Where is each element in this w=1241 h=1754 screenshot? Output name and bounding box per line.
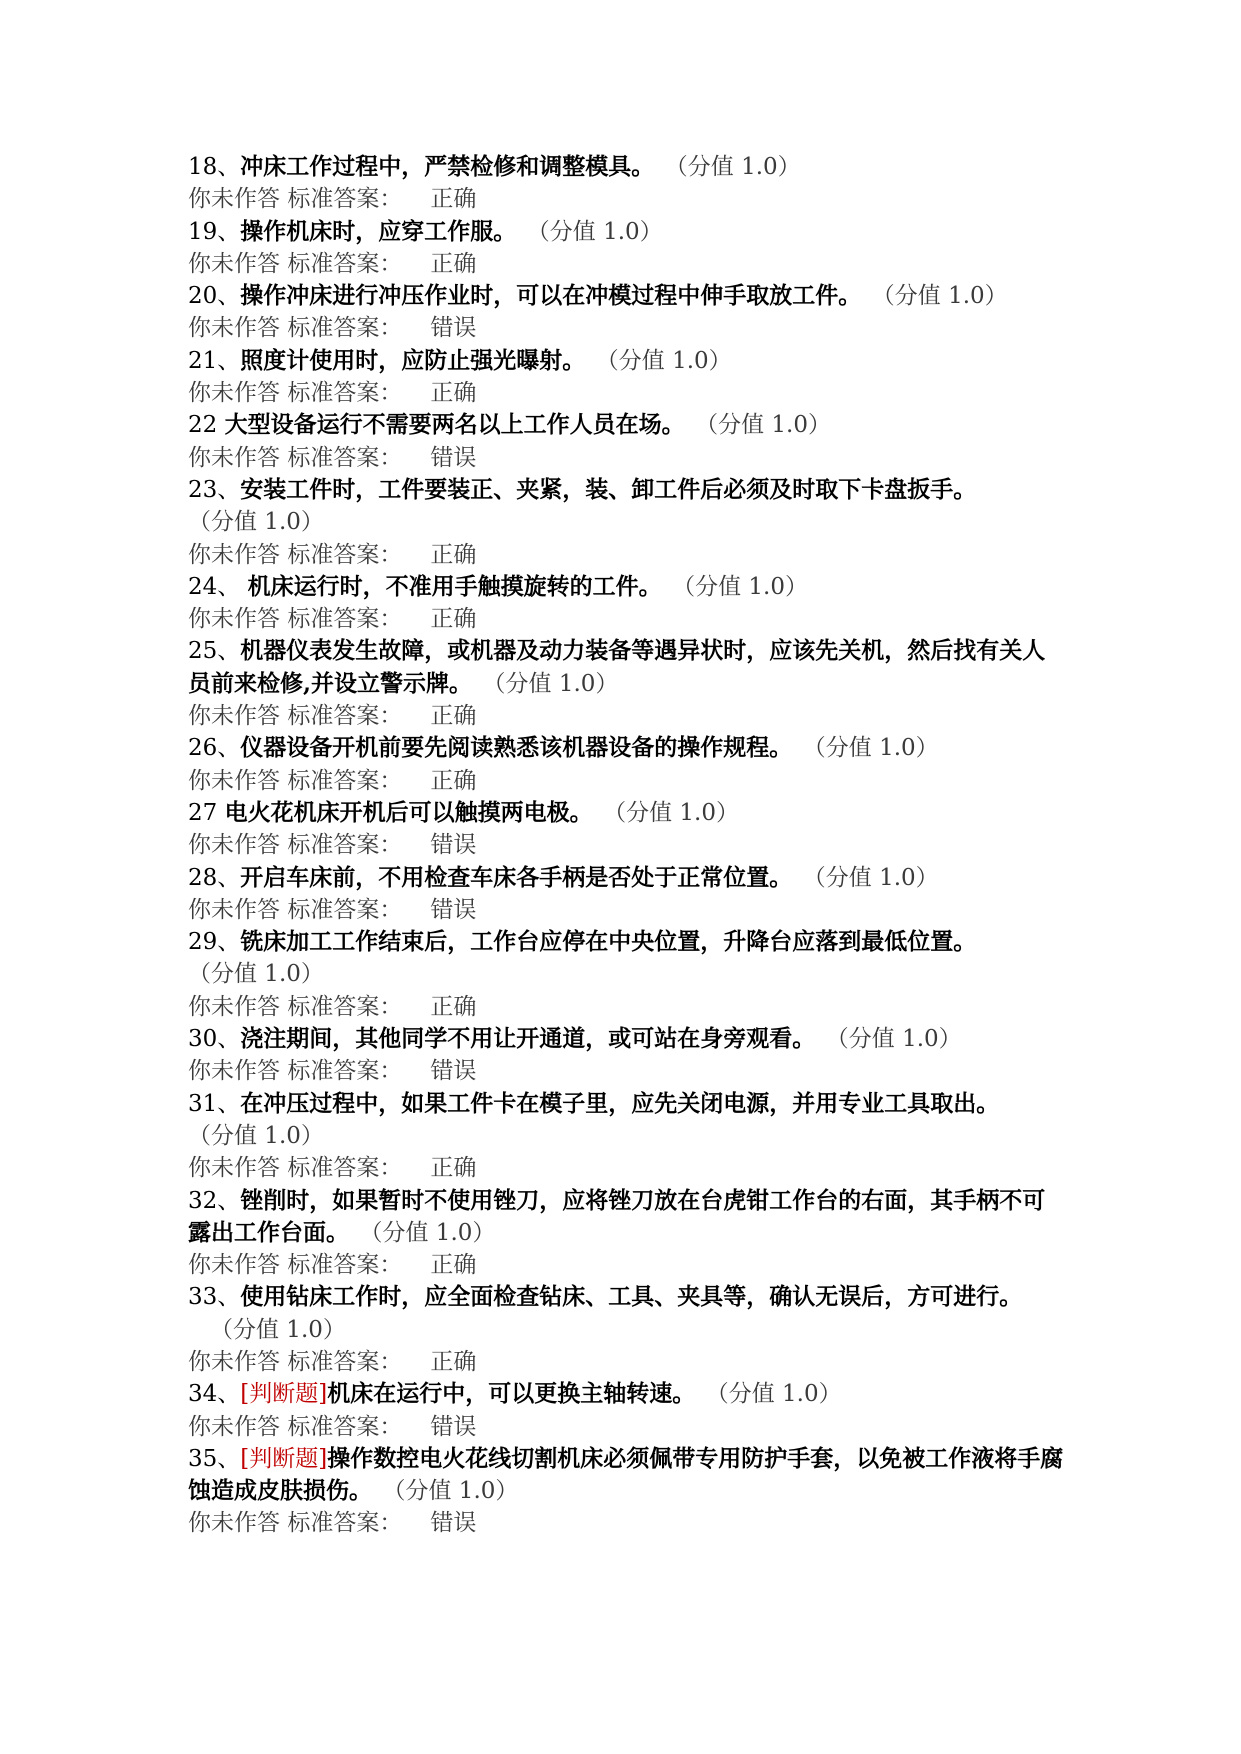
- standard-answer: 错误: [430, 444, 477, 471]
- standard-answer: 正确: [430, 993, 477, 1020]
- question-text: 在冲压过程中，如果工件卡在模子里，应先关闭电源，并用专业工具取出。: [240, 1089, 1000, 1117]
- answer-line: [188, 248, 1068, 280]
- question-text: 机器仪表发生故障，或机器及动力装备等遇异状时，应该先关机，然后找有关人员前来检修,并设立警示牌。: [188, 637, 1046, 697]
- question-item-22: [188, 409, 1068, 474]
- answer-line: [188, 700, 1068, 732]
- answer-line: [188, 1249, 1068, 1281]
- standard-answer: 错误: [430, 832, 477, 859]
- question-number: 27: [188, 799, 225, 826]
- question-text: 操作机床时，应穿工作服。: [240, 217, 517, 245]
- answer-line: [188, 894, 1068, 926]
- question-text-line: [188, 1088, 1068, 1153]
- question-text-line: [188, 345, 1068, 377]
- answer-line: [188, 377, 1068, 409]
- answer-label: 标准答案：: [287, 444, 403, 471]
- answer-status: 你未作答: [188, 250, 280, 277]
- question-number: 23、: [188, 476, 241, 503]
- answer-status: 你未作答: [188, 606, 280, 633]
- answer-line: [188, 1055, 1068, 1087]
- question-score: （分值 1.0）: [494, 670, 619, 697]
- standard-answer: 错误: [430, 1413, 477, 1440]
- question-type-tag: [判断题]: [240, 1381, 328, 1408]
- question-text-line: [188, 732, 1068, 764]
- question-item-31: [188, 1088, 1068, 1185]
- question-text-line: [188, 571, 1068, 603]
- answer-status: 你未作答: [188, 1252, 280, 1279]
- question-score: （分值 1.0）: [614, 799, 739, 826]
- question-score: （分值 1.0）: [188, 509, 324, 536]
- question-text-line: [188, 151, 1068, 183]
- question-text-line: [188, 1443, 1068, 1508]
- answer-line: [188, 1507, 1068, 1539]
- answer-status: 你未作答: [188, 767, 280, 794]
- question-text-line: [188, 409, 1068, 441]
- question-item-20: [188, 280, 1068, 345]
- question-text: 安装工件时，工件要装正、夹紧，装、卸工件后必须及时取下卡盘扳手。: [240, 475, 977, 503]
- question-score: （分值 1.0）: [814, 864, 939, 891]
- question-list: [188, 151, 1068, 1540]
- answer-label: 标准答案：: [287, 1252, 403, 1279]
- standard-answer: 正确: [430, 380, 477, 407]
- question-number: 20、: [188, 283, 241, 310]
- answer-label: 标准答案：: [287, 186, 403, 213]
- question-text: 操作冲床进行冲压作业时，可以在冲模过程中伸手取放工件。: [240, 282, 862, 310]
- question-score: （分值 1.0）: [371, 1219, 496, 1246]
- question-text-line: [188, 926, 1068, 991]
- standard-answer: 正确: [430, 703, 477, 730]
- question-text: 铣床加工工作结束后，工作台应停在中央位置，升降台应落到最低位置。: [240, 928, 977, 956]
- question-number: 31、: [188, 1090, 241, 1117]
- answer-line: [188, 1346, 1068, 1378]
- answer-status: 你未作答: [188, 541, 280, 568]
- answer-line: [188, 765, 1068, 797]
- question-item-35: [188, 1443, 1068, 1540]
- question-text: 大型设备运行不需要两名以上工作人员在场。: [224, 411, 685, 439]
- question-text-line: [188, 1023, 1068, 1055]
- question-item-33: [188, 1281, 1068, 1378]
- question-item-19: [188, 216, 1068, 281]
- answer-label: 标准答案：: [287, 315, 403, 342]
- question-text: 冲床工作过程中，严禁检修和调整模具。: [240, 153, 655, 180]
- question-score: （分值 1.0）: [706, 412, 831, 439]
- question-text: 机床在运行中，可以更换主轴转速。: [327, 1380, 696, 1408]
- standard-answer: 正确: [430, 541, 477, 568]
- answer-line: [188, 183, 1068, 215]
- answer-label: 标准答案：: [287, 896, 403, 923]
- question-item-30: [188, 1023, 1068, 1088]
- answer-status: 你未作答: [188, 1058, 280, 1085]
- question-number: 28、: [188, 864, 241, 891]
- question-number: 32、: [188, 1187, 241, 1214]
- standard-answer: 错误: [430, 1510, 477, 1537]
- question-score: （分值 1.0）: [883, 283, 1008, 310]
- question-number: 29、: [188, 929, 241, 956]
- question-score: （分值 1.0）: [837, 1026, 962, 1053]
- standard-answer: 正确: [430, 1252, 477, 1279]
- answer-status: 你未作答: [188, 703, 280, 730]
- answer-line: [188, 539, 1068, 571]
- question-item-32: [188, 1185, 1068, 1282]
- question-text: 锉削时，如果暂时不使用锉刀，应将锉刀放在台虎钳工作台的右面，其手柄不可露出工作台面。: [188, 1186, 1046, 1246]
- standard-answer: 错误: [430, 896, 477, 923]
- answer-line: [188, 991, 1068, 1023]
- question-item-26: [188, 732, 1068, 797]
- standard-answer: 正确: [430, 186, 477, 213]
- standard-answer: 错误: [430, 315, 477, 342]
- question-text: 使用钻床工作时，应全面检查钻床、工具、夹具等，确认无误后，方可进行。: [240, 1283, 1023, 1311]
- answer-status: 你未作答: [188, 896, 280, 923]
- question-item-27: [188, 797, 1068, 862]
- answer-status: 你未作答: [188, 315, 280, 342]
- question-text: 机床运行时，不准用手触摸旋转的工件。: [247, 572, 662, 600]
- question-number: 33、: [188, 1284, 241, 1311]
- standard-answer: 正确: [430, 250, 477, 277]
- question-text: 浇注期间，其他同学不用让开通道，或可站在身旁观看。: [240, 1025, 816, 1053]
- question-text: 电火花机床开机后可以触摸两电极。: [224, 798, 593, 826]
- answer-label: 标准答案：: [287, 1413, 403, 1440]
- answer-label: 标准答案：: [287, 1348, 403, 1375]
- question-item-28: [188, 862, 1068, 927]
- question-item-18: [188, 151, 1068, 216]
- question-text-line: [188, 216, 1068, 248]
- answer-line: [188, 442, 1068, 474]
- answer-line: [188, 1411, 1068, 1443]
- answer-status: 你未作答: [188, 1155, 280, 1182]
- question-score: （分值 1.0）: [683, 573, 808, 600]
- answer-label: 标准答案：: [287, 1510, 403, 1537]
- question-score: （分值 1.0）: [394, 1478, 519, 1505]
- answer-label: 标准答案：: [287, 993, 403, 1020]
- answer-line: [188, 1152, 1068, 1184]
- question-score: （分值 1.0）: [188, 1122, 324, 1149]
- question-text-line: [188, 797, 1068, 829]
- answer-line: [188, 603, 1068, 635]
- question-score: （分值 1.0）: [538, 218, 663, 245]
- answer-status: 你未作答: [188, 993, 280, 1020]
- answer-status: 你未作答: [188, 186, 280, 213]
- answer-label: 标准答案：: [287, 832, 403, 859]
- answer-label: 标准答案：: [287, 1155, 403, 1182]
- question-text-line: [188, 635, 1068, 700]
- answer-status: 你未作答: [188, 832, 280, 859]
- standard-answer: 错误: [430, 1058, 477, 1085]
- answer-label: 标准答案：: [287, 380, 403, 407]
- question-item-21: [188, 345, 1068, 410]
- question-text-line: [188, 862, 1068, 894]
- question-text-line: [188, 1378, 1068, 1410]
- question-item-24: [188, 571, 1068, 636]
- answer-status: 你未作答: [188, 1413, 280, 1440]
- question-text-line: [188, 280, 1068, 312]
- question-text-line: [188, 1185, 1068, 1250]
- question-item-25: [188, 635, 1068, 732]
- question-item-23: [188, 474, 1068, 571]
- question-score: （分值 1.0）: [717, 1381, 842, 1408]
- question-number: 30、: [188, 1026, 241, 1053]
- answer-status: 你未作答: [188, 1348, 280, 1375]
- question-text: 照度计使用时，应防止强光曝射。: [240, 346, 586, 374]
- question-number: 24、: [188, 573, 248, 600]
- question-score: （分值 1.0）: [607, 347, 732, 374]
- question-text: 仪器设备开机前要先阅读熟悉该机器设备的操作规程。: [240, 734, 793, 762]
- answer-status: 你未作答: [188, 380, 280, 407]
- question-number: 21、: [188, 347, 241, 374]
- answer-label: 标准答案：: [287, 606, 403, 633]
- question-number: 19、: [188, 218, 241, 245]
- question-number: 22: [188, 412, 225, 439]
- question-type-tag: [判断题]: [240, 1445, 328, 1472]
- question-score: （分值 1.0）: [814, 735, 939, 762]
- question-score: （分值 1.0）: [188, 961, 324, 988]
- answer-label: 标准答案：: [287, 250, 403, 277]
- question-text-line: [188, 474, 1068, 539]
- question-score: （分值 1.0）: [676, 154, 801, 180]
- answer-line: [188, 312, 1068, 344]
- question-number: 18、: [188, 154, 241, 180]
- question-number: 34、: [188, 1381, 241, 1408]
- standard-answer: 正确: [430, 767, 477, 794]
- standard-answer: 正确: [430, 1155, 477, 1182]
- answer-status: 你未作答: [188, 444, 280, 471]
- question-number: 35、: [188, 1445, 241, 1472]
- answer-status: 你未作答: [188, 1510, 280, 1537]
- question-score: （分值 1.0）: [210, 1316, 346, 1343]
- answer-line: [188, 829, 1068, 861]
- question-number: 25、: [188, 638, 241, 665]
- answer-label: 标准答案：: [287, 703, 403, 730]
- answer-label: 标准答案：: [287, 1058, 403, 1085]
- answer-label: 标准答案：: [287, 541, 403, 568]
- question-text: 操作数控电火花线切割机床必须佩带专用防护手套，以免被工作液将手腐蚀造成皮肤损伤。: [188, 1444, 1064, 1505]
- question-text: 开启车床前，不用检查车床各手柄是否处于正常位置。: [240, 863, 793, 891]
- question-text-line: [188, 1281, 1068, 1346]
- standard-answer: 正确: [430, 606, 477, 633]
- answer-label: 标准答案：: [287, 767, 403, 794]
- question-item-29: [188, 926, 1068, 1023]
- question-number: 26、: [188, 735, 241, 762]
- question-item-34: [188, 1378, 1068, 1443]
- standard-answer: 正确: [430, 1348, 477, 1375]
